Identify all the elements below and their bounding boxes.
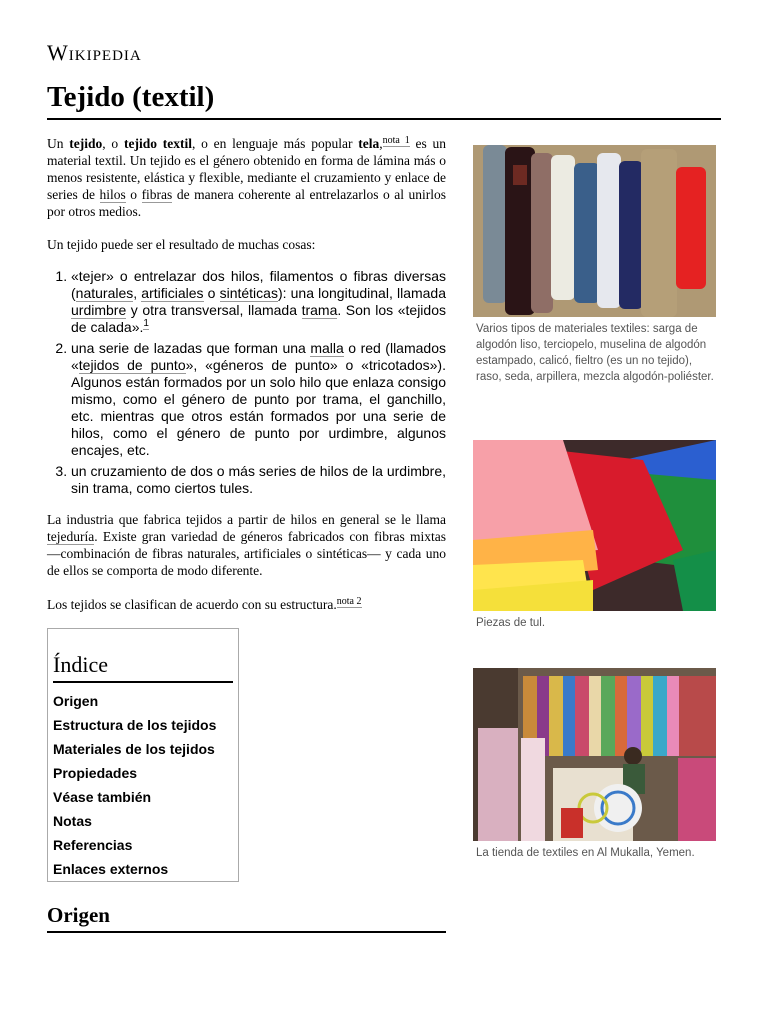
classify-paragraph: Los tejidos se clasifican de acuerdo con su estructura.$^{nota 2}$ (47, 595, 362, 612)
malla-link[interactable]: malla (310, 340, 344, 356)
toc-list (53, 689, 233, 881)
figure-tul (473, 440, 716, 631)
hilos-link[interactable]: hilos (99, 187, 126, 202)
toc-item-estructura[interactable]: Estructura de los tejidos (53, 717, 217, 733)
toc-item-notas[interactable]: Notas (53, 813, 92, 829)
industry-paragraph: La industria que fabrica tejidos a partir de hilos en general se le llama tejeduría. Existe gran variedad de géneros fabricados con fibras mixtas —combinación de fibras naturales, artificiales o sintéticas— y cada uno de ellos se comporta de modo diferente. (47, 512, 446, 578)
intro-paragraph: Un tejido, o tejido textil, o en lenguaje más popular tela,$^{nota 1}$ es un material textil. Un tejido es el género obtenido en forma de lámina más o menos resistente, elástica y flexible, mediante el cruzamiento y enlace de series de hilos o fibras de manera coherente al entrelazarlos o al unirlos por otros medios. (47, 134, 447, 219)
toc-item-referencias[interactable]: Referencias (53, 837, 133, 853)
list-item: 2. una serie de lazadas que forman una malla o red (llamados «tejidos de punto», «géneros de punto» o «tricotados»). Algunos están formados por un solo hilo que enlaza consigo mismo, como el género de punto por trama, el ganchillo, etc. mientras que otros están formados por una serie de hilos, como el género de punto por urdimbre, algunos encajes, etc. (71, 340, 446, 459)
toc-item-vease-tambien[interactable]: Véase también (53, 789, 152, 805)
results-intro: Un tejido puede ser el resultado de muchas cosas: (47, 237, 316, 252)
note-2-link[interactable]: nota 2 (336, 595, 362, 607)
textile-shop-image[interactable] (473, 668, 716, 841)
tulle-image[interactable] (473, 440, 716, 611)
note-1-link[interactable]: nota 1 (382, 134, 410, 146)
toc-title: Índice (53, 651, 233, 683)
section-heading-origen: Origen (47, 902, 446, 933)
list-item: 1. «tejer» o entrelazar dos hilos, filamentos o fibras diversas (naturales, artificiales o sintéticas): una longitudinal, llamada urdimbre y otra transversal, llamada trama. Son los «tejidos de calada».$^1$ (71, 268, 446, 336)
logo-text: Wikipedia (47, 40, 142, 65)
toc-item-origen[interactable]: Origen (53, 693, 99, 709)
toc-item-propiedades[interactable]: Propiedades (53, 765, 138, 781)
tejidos-de-punto-link[interactable]: tejidos de punto (78, 357, 186, 373)
figure-caption: Varios tipos de materiales textiles: sarga de algodón liso, terciopelo, muselina de algodón estampado, calicó, fieltro (es un no tejido), raso, seda, arpillera, mezcla algodón-poliéster. (476, 323, 714, 383)
ref-1-link[interactable]: 1 (143, 318, 149, 330)
figure-shop (473, 668, 716, 861)
wikipedia-logo[interactable] (47, 40, 142, 66)
naturales-link[interactable]: naturales (75, 285, 134, 301)
page-title: Tejido (textil) (47, 79, 721, 120)
list-item: 3. un cruzamiento de dos o más series de hilos de la urdimbre, sin trama, como ciertos tules. (71, 463, 446, 497)
urdimbre-link[interactable]: urdimbre (71, 302, 127, 318)
table-of-contents (47, 628, 239, 882)
textile-rolls-image[interactable] (473, 145, 716, 317)
sinteticas-link[interactable]: sintéticas (219, 285, 278, 301)
fibras-link[interactable]: fibras (141, 187, 173, 202)
figure-caption: Piezas de tul. (476, 617, 546, 629)
results-list (47, 268, 446, 501)
figure-textiles (473, 145, 716, 385)
artificiales-link[interactable]: artificiales (141, 285, 204, 301)
toc-item-materiales[interactable]: Materiales de los tejidos (53, 741, 215, 757)
figure-caption: La tienda de textiles en Al Mukalla, Yemen. (476, 847, 695, 859)
toc-item-enlaces-externos[interactable]: Enlaces externos (53, 861, 169, 877)
tejeduria-link[interactable]: tejeduría (47, 529, 95, 544)
trama-link[interactable]: trama (301, 302, 338, 318)
